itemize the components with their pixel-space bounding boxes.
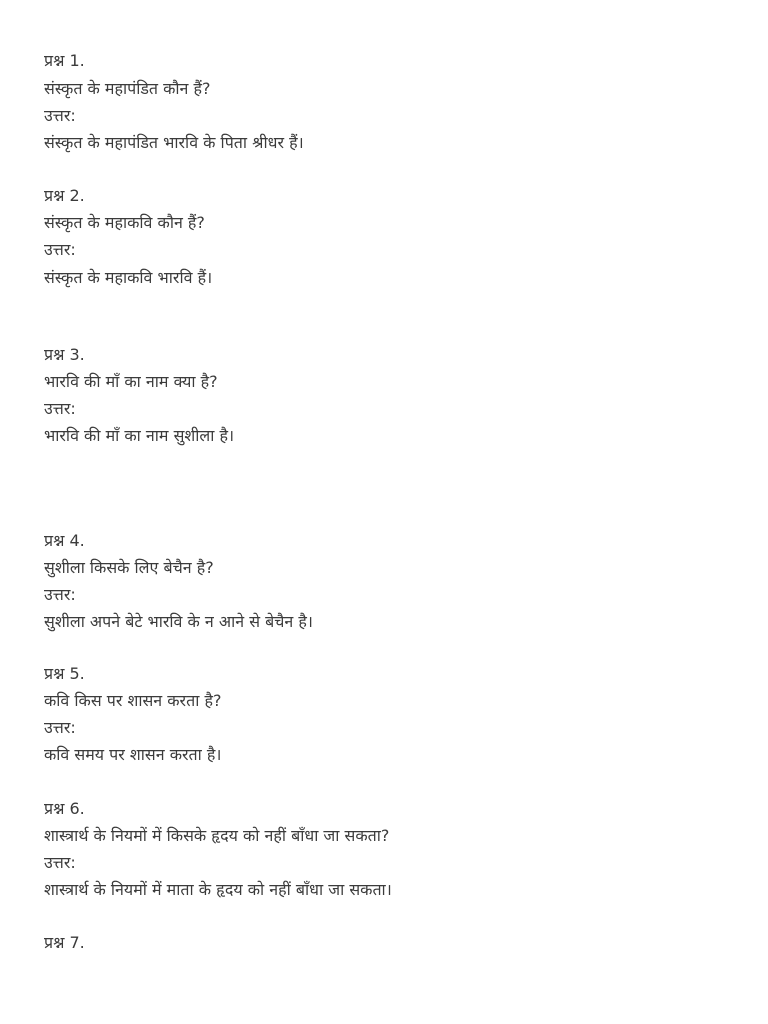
question-4-label: प्रश्न 4. (44, 531, 85, 550)
question-7-label: प्रश्न 7. (44, 933, 85, 952)
question-6-label: प्रश्न 6. (44, 799, 85, 818)
answer-5-label: उत्तर: (44, 718, 76, 737)
question-3-label: प्रश्न 3. (44, 345, 85, 364)
answer-3-text: भारवि की माँ का नाम सुशीला है। (44, 426, 235, 445)
question-5-label: प्रश्न 5. (44, 664, 85, 683)
answer-2-label: उत्तर: (44, 240, 76, 259)
question-2-text: संस्कृत के महाकवि कौन हैं? (44, 213, 205, 232)
answer-1-text: संस्कृत के महापंडित भारवि के पिता श्रीधर हैं। (44, 133, 304, 152)
answer-6-label: उत्तर: (44, 853, 76, 872)
answer-1-label: उत्तर: (44, 106, 76, 125)
answer-2-text: संस्कृत के महाकवि भारवि हैं। (44, 268, 213, 287)
question-1-text: संस्कृत के महापंडित कौन हैं? (44, 79, 211, 98)
question-2-label: प्रश्न 2. (44, 186, 85, 205)
answer-4-text: सुशीला अपने बेटे भारवि के न आने से बेचैन है। (44, 612, 313, 631)
question-6-text: शास्त्रार्थ के नियमों में किसके हृदय को नहीं बाँधा जा सकता? (44, 826, 390, 845)
question-3-text: भारवि की माँ का नाम क्या है? (44, 372, 218, 391)
answer-5-text: कवि समय पर शासन करता है। (44, 745, 222, 764)
question-4-text: सुशीला किसके लिए बेचैन है? (44, 558, 214, 577)
question-1-label: प्रश्न 1. (44, 51, 85, 70)
question-5-text: कवि किस पर शासन करता है? (44, 691, 222, 710)
answer-6-text: शास्त्रार्थ के नियमों में माता के हृदय को नहीं बाँधा जा सकता। (44, 880, 392, 899)
answer-4-label: उत्तर: (44, 585, 76, 604)
answer-3-label: उत्तर: (44, 399, 76, 418)
